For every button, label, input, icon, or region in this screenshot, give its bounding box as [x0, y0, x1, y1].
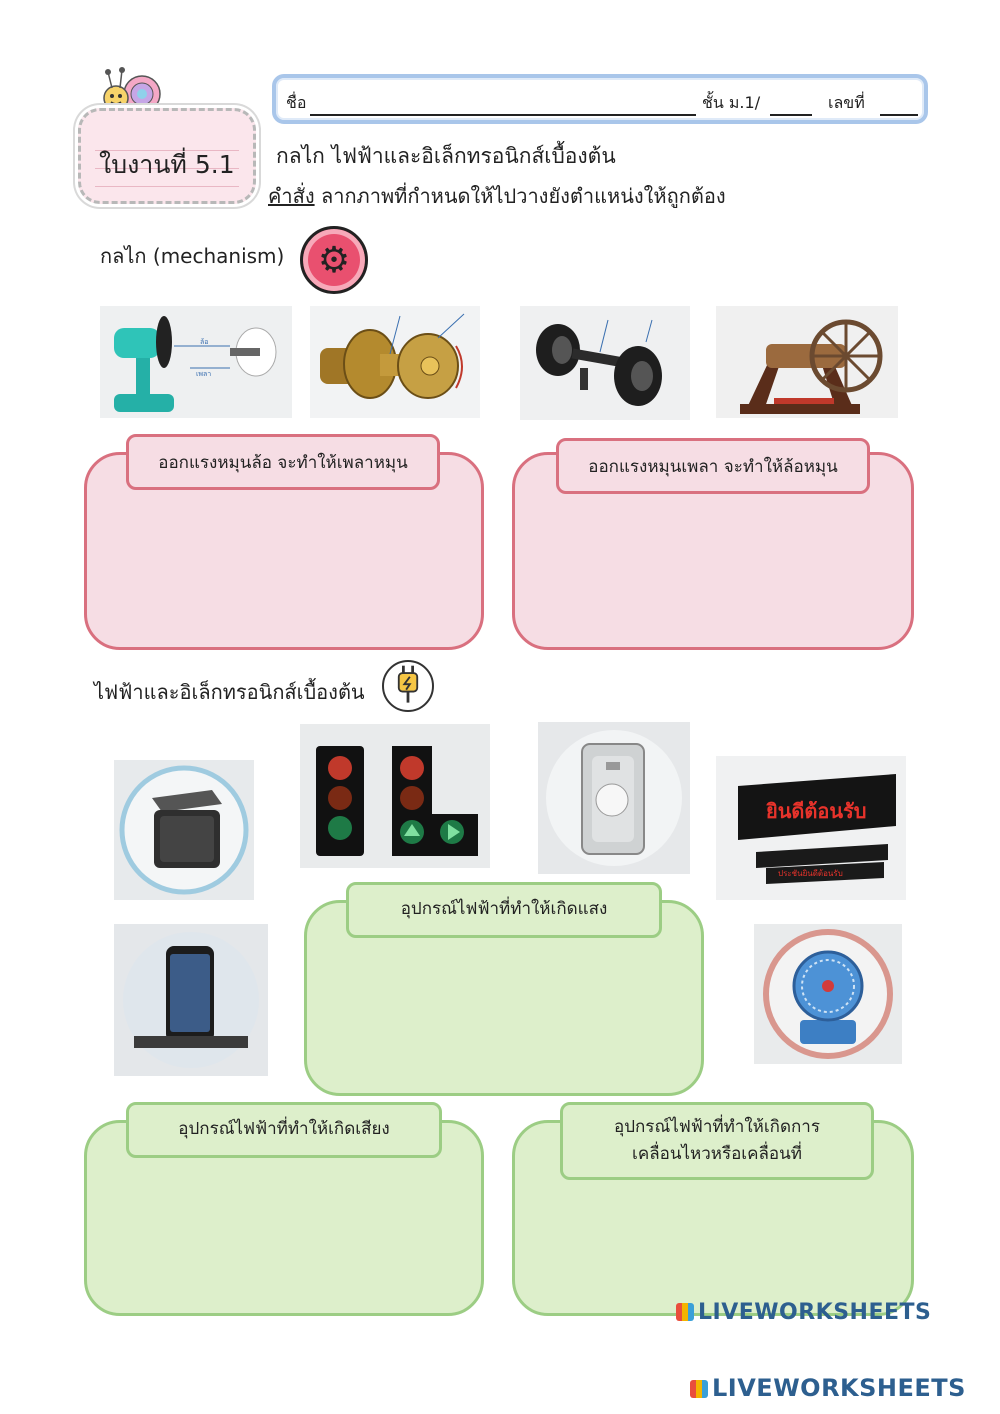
name-field[interactable]	[310, 114, 696, 116]
svg-text:ล้อ: ล้อ	[200, 338, 209, 346]
fan-wheel-axle-image[interactable]	[100, 306, 292, 418]
box-label-sound-devices: อุปกรณ์ไฟฟ้าที่ทำให้เกิดเสียง	[126, 1102, 442, 1158]
smartphone-image[interactable]	[114, 924, 268, 1076]
number-label: เลขที่	[828, 93, 865, 112]
box-label-motion-line1: อุปกรณ์ไฟฟ้าที่ทำให้เกิดการ	[614, 1116, 820, 1137]
box-label-wheel-turns-axle: ออกแรงหมุนล้อ จะทำให้เพลาหมุน	[126, 434, 440, 490]
led-sign-text: ยินดีต้อนรับ	[766, 799, 867, 823]
liveworksheets-logo-icon	[690, 1380, 708, 1398]
liveworksheets-footer-watermark: LIVEWORKSHEETS	[690, 1374, 966, 1402]
number-field[interactable]	[880, 114, 918, 116]
box-label-motion-devices	[560, 1102, 874, 1180]
instruction	[268, 180, 726, 212]
gear-icon: ⚙	[300, 226, 368, 294]
mini-fan-image[interactable]	[754, 924, 902, 1064]
section-title-electric: ไฟฟ้าและอิเล็กทรอนิกส์เบื้องต้น	[94, 680, 365, 704]
washing-machine-image[interactable]	[114, 760, 254, 900]
wheel-axle-car-image[interactable]	[520, 306, 690, 420]
led-sign-subtext: ประชันยินดีต้อนรับ	[778, 869, 843, 878]
instruction-keyword: คำสั่ง	[268, 184, 315, 208]
box-label-axle-turns-wheel: ออกแรงหมุนเพลา จะทำให้ล้อหมุน	[556, 438, 870, 494]
doorbell-image[interactable]	[538, 722, 690, 874]
student-info-bar	[272, 74, 928, 124]
worksheet-title: ใบงานที่ 5.1	[99, 150, 235, 179]
section-title-mechanism: กลไก (mechanism)	[100, 244, 285, 268]
instruction-text: ลากภาพที่กำหนดให้ไปวางยังตำแหน่งให้ถูกต้อง	[314, 184, 726, 208]
traffic-light-image[interactable]	[300, 724, 490, 868]
liveworksheets-logo-icon	[676, 1303, 694, 1321]
name-label: ชื่อ	[286, 93, 307, 112]
plug-icon	[382, 660, 434, 712]
winch-wheel-image[interactable]	[716, 306, 898, 418]
class-field[interactable]	[770, 114, 812, 116]
door-knob-image[interactable]	[310, 306, 480, 418]
box-label-motion-line2: เคลื่อนไหวหรือเคลื่อนที่	[632, 1144, 802, 1164]
box-label-light-devices: อุปกรณ์ไฟฟ้าที่ทำให้เกิดแสง	[346, 882, 662, 938]
worksheet-topic: กลไก ไฟฟ้าและอิเล็กทรอนิกส์เบื้องต้น	[276, 144, 616, 168]
liveworksheets-watermark: LIVEWORKSHEETS	[676, 1300, 931, 1325]
worksheet-title-card	[78, 108, 256, 204]
svg-text:เพลา: เพลา	[196, 370, 212, 378]
led-sign-image[interactable]	[716, 756, 906, 900]
class-label: ชั้น ม.1/	[702, 93, 761, 112]
